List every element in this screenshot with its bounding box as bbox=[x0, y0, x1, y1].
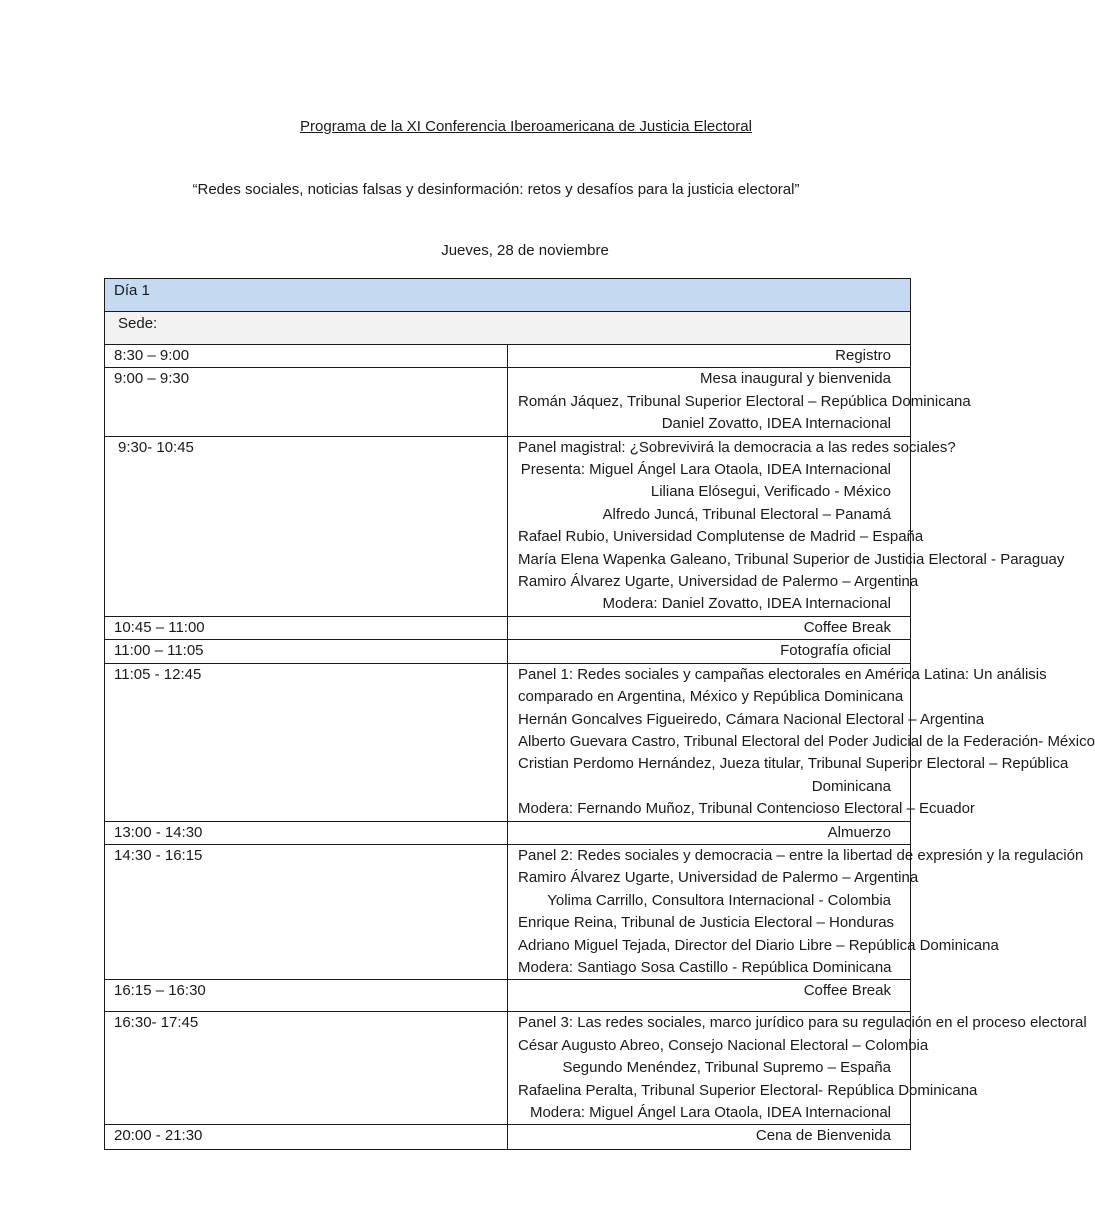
time-cell: 16:30- 17:45 bbox=[105, 1012, 508, 1125]
description-cell bbox=[508, 368, 971, 436]
description-line: Coffee Break bbox=[803, 618, 891, 636]
description-line: Registro bbox=[835, 347, 891, 364]
description-line: Adriano Miguel Tejada, Director del Diario Libre – República Dominicana bbox=[518, 936, 999, 954]
description-line: Presenta: Miguel Ángel Lara Otaola, IDEA Internacional bbox=[520, 461, 891, 479]
time-cell: 9:30- 10:45 bbox=[105, 436, 508, 616]
description-line: Cristian Perdomo Hernández, Jueza titular, Tribunal Superior Electoral – República bbox=[518, 755, 1069, 773]
description-cell bbox=[508, 1125, 911, 1150]
table-row bbox=[105, 640, 911, 663]
description-line: Modera: Miguel Ángel Lara Otaola, IDEA Internacional bbox=[529, 1104, 891, 1121]
description-cell bbox=[508, 640, 911, 663]
table-row bbox=[105, 663, 911, 821]
description-line: César Augusto Abreo, Consejo Nacional Electoral – Colombia bbox=[518, 1036, 929, 1054]
description-line: comparado en Argentina, México y República Dominicana bbox=[518, 688, 904, 706]
table-row bbox=[105, 1012, 911, 1125]
time-cell: 16:15 – 16:30 bbox=[105, 980, 508, 1012]
description-cell bbox=[508, 616, 911, 639]
description-cell bbox=[508, 345, 911, 368]
table-row bbox=[105, 436, 911, 616]
table-row bbox=[105, 345, 911, 368]
description-line: Cena de Bienvenida bbox=[755, 1127, 891, 1145]
description-line: Liliana Elósegui, Verificado - México bbox=[650, 483, 891, 501]
table-row bbox=[105, 844, 911, 979]
description-line: Almuerzo bbox=[827, 823, 891, 841]
description-cell bbox=[508, 663, 1095, 821]
time-cell: 9:00 – 9:30 bbox=[105, 368, 508, 436]
description-line: Panel 3: Las redes sociales, marco jurídico para su regulación en el proceso electoral bbox=[518, 1014, 1087, 1032]
day-header-row bbox=[105, 279, 911, 312]
description-line: Panel 1: Redes sociales y campañas electorales en América Latina: Un análisis bbox=[518, 665, 1047, 683]
description-line: Enrique Reina, Tribunal de Justicia Electoral – Honduras bbox=[518, 914, 895, 932]
description-line: Daniel Zovatto, IDEA Internacional bbox=[661, 415, 891, 433]
description-line: Yolima Carrillo, Consultora Internacional - Colombia bbox=[547, 891, 891, 909]
time-cell: 10:45 – 11:00 bbox=[105, 616, 508, 639]
description-line: Alberto Guevara Castro, Tribunal Electoral del Poder Judicial de la Federación- México bbox=[518, 732, 1095, 750]
schedule-table bbox=[104, 278, 1095, 1150]
table-row bbox=[105, 980, 911, 1012]
description-cell bbox=[508, 436, 1065, 616]
sede-row bbox=[105, 312, 911, 345]
description-line: Mesa inaugural y bienvenida bbox=[700, 370, 891, 388]
time-cell: 13:00 - 14:30 bbox=[105, 821, 508, 844]
time-cell: 20:00 - 21:30 bbox=[105, 1125, 508, 1150]
description-line: Modera: Daniel Zovatto, IDEA Internacional bbox=[602, 595, 891, 613]
document-date: Jueves, 28 de noviembre bbox=[441, 242, 609, 259]
table-row bbox=[105, 368, 911, 436]
document-title: Programa de la XI Conferencia Iberoamericana de Justicia Electoral bbox=[300, 118, 752, 135]
description-line: Hernán Goncalves Figueiredo, Cámara Nacional Electoral – Argentina bbox=[518, 710, 985, 728]
table-row bbox=[105, 616, 911, 639]
description-line: Rafaelina Peralta, Tribunal Superior Electoral- República Dominicana bbox=[518, 1081, 978, 1099]
sede-label: Sede: bbox=[105, 312, 911, 345]
description-line: Segundo Menéndez, Tribunal Supremo – España bbox=[562, 1059, 891, 1077]
description-line: María Elena Wapenka Galeano, Tribunal Superior de Justicia Electoral - Paraguay bbox=[518, 550, 1065, 568]
description-line: Fotografía oficial bbox=[780, 642, 891, 660]
description-cell bbox=[508, 980, 911, 1012]
table-row bbox=[105, 1125, 911, 1150]
description-line: Panel magistral: ¿Sobrevivirá la democracia a las redes sociales? bbox=[518, 438, 956, 456]
description-cell bbox=[508, 1012, 1087, 1125]
description-line: Modera: Santiago Sosa Castillo - República Dominicana bbox=[518, 958, 892, 976]
description-cell bbox=[508, 844, 1084, 979]
description-cell bbox=[508, 821, 911, 844]
description-line: Alfredo Juncá, Tribunal Electoral – Panamá bbox=[602, 505, 891, 523]
time-cell: 14:30 - 16:15 bbox=[105, 844, 508, 979]
time-cell: 8:30 – 9:00 bbox=[105, 345, 508, 368]
day-label: Día 1 bbox=[105, 279, 911, 312]
description-line: Coffee Break bbox=[803, 982, 891, 1000]
time-cell: 11:05 - 12:45 bbox=[105, 663, 508, 821]
description-line: Ramiro Álvarez Ugarte, Universidad de Palermo – Argentina bbox=[518, 869, 919, 887]
document-subtitle: “Redes sociales, noticias falsas y desinformación: retos y desafíos para la justicia electoral” bbox=[192, 181, 800, 198]
description-line: Ramiro Álvarez Ugarte, Universidad de Palermo – Argentina bbox=[518, 573, 919, 591]
description-line: Modera: Fernando Muñoz, Tribunal Contencioso Electoral – Ecuador bbox=[518, 800, 975, 818]
description-line: Román Jáquez, Tribunal Superior Electoral – República Dominicana bbox=[518, 392, 971, 410]
time-cell: 11:00 – 11:05 bbox=[105, 640, 508, 663]
description-line: Rafael Rubio, Universidad Complutense de Madrid – España bbox=[518, 528, 924, 546]
table-row bbox=[105, 821, 911, 844]
description-line: Dominicana bbox=[811, 777, 891, 795]
description-line: Panel 2: Redes sociales y democracia – entre la libertad de expresión y la regulación bbox=[518, 846, 1084, 864]
